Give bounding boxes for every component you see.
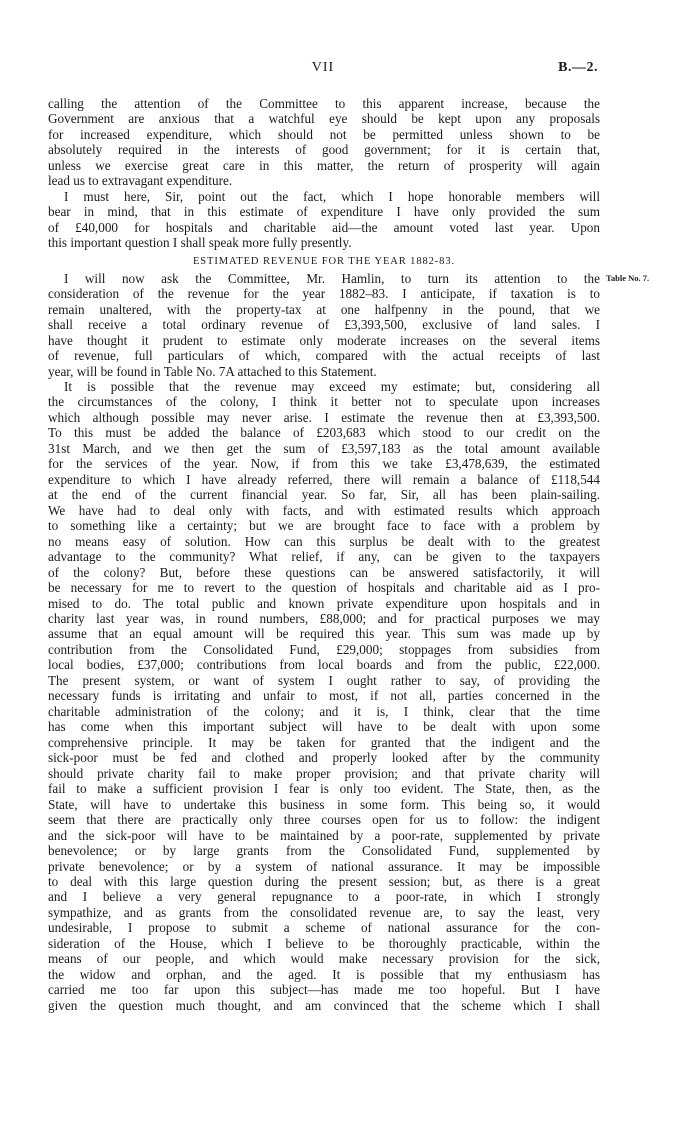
text-line: unless we exercise great care in this matter, the return of prosperity will again [48,157,600,173]
text-line: no means easy of solution. How can this surplus be dealt with to the greatest [48,533,600,549]
text-line: private benevolence; or by a system of national assurance. It may be impossible [48,858,600,874]
text-line: of revenue, full particulars of which, compared with the actual receipts of last [48,348,600,364]
text-line: year, will be found in Table No. 7A attached to this Statement. [48,363,377,379]
text-line: benevolence; or by large grants from the Consolidated Fund, supplemented by [48,843,600,859]
text-line: I will now ask the Committee, Mr. Hamlin, to turn its attention to the [64,270,600,286]
text-line: bear in mind, that in this estimate of expenditure I have only provided the sum [48,204,600,220]
text-line: advantage to the community? What relief, if any, can be given to the taxpayers [48,549,600,565]
text-line: lead us to extravagant expenditure. [48,173,233,189]
text-line: to deal with this large question during the present session; but, as there is a great [48,873,600,889]
text-line: at the end of the current financial year. So far, Sir, all has been plain-sailing. [48,487,600,503]
text-line: of the colony? But, before these questions can be answered satisfactorily, it will [48,564,600,580]
text-line: carried me too far upon this subject—has made me too hopeful. But I have [48,982,600,998]
text-line: contribution from the Consolidated Fund, £29,000; stoppages from subsidies from [48,641,600,657]
text-line: seem that there are practically only three courses open for us to follow: the indigent [48,812,600,828]
text-line: has come when this important subject will have to be dealt with upon some [48,719,600,735]
text-line: to something like a certainty; but we are brought face to face with a problem by [48,518,600,534]
document-reference: B.—2. [558,60,598,75]
margin-note: Table No. 7. [606,273,650,283]
body-text [48,96,600,1013]
text-line: State, will have to undertake this business in some form. This being so, it would [48,796,600,812]
text-line: Government are anxious that a watchful eye should be kept upon any proposals [48,111,600,127]
text-line: of £40,000 for hospitals and charitable aid—the amount voted last year. Upon [48,219,600,235]
text-line: which although possible may never arise. I estimate the revenue then at £3,393,500. [48,409,600,425]
text-line: for the services of the year. Now, if from this we take £3,478,639, the estimated [48,456,600,472]
text-line: sideration of the House, which I believe to be thoroughly practicable, within the [48,935,600,951]
text-line: means of our people, and which would make necessary provision for the sick, [48,951,600,967]
text-line: We have had to deal only with facts, and with estimated results which approach [48,502,600,518]
text-line: sick-poor must be fed and clothed and properly looked after by the community [48,750,600,766]
text-line: remain unaltered, with the property-tax at one halfpenny in the pound, that we [48,301,600,317]
text-line: undesirable, I propose to submit a scheme of national assurance for the con- [48,920,600,936]
text-line: sympathize, and as grants from the consolidated revenue are, to say the least, very [48,904,600,920]
text-line: necessary funds is irritating and unfair to most, if not all, parties concerned in the [48,688,600,704]
text-line: comprehensive principle. It may be taken for granted that the indigent and the [48,734,600,750]
text-line: should private charity fail to make proper provision; and that private charity will [48,765,600,781]
text-line: The present system, or want of system I ought rather to say, of providing the [48,672,600,688]
text-line: have thought it prudent to estimate only moderate increases on the several items [48,332,600,348]
text-line: the circumstances of the colony, I think it better not to speculate upon increases [48,394,600,410]
text-line: be necessary for me to revert to the question of hospitals and charitable aid as I pro- [48,580,600,596]
section-heading: ESTIMATED REVENUE FOR THE YEAR 1882-83. [192,255,455,267]
text-line: charity last year was, in round numbers, £88,000; and for practical purposes we may [48,611,600,626]
text-line: calling the attention of the Committee to this apparent increase, because the [48,96,600,111]
text-line: the widow and orphan, and the aged. It is possible that my enthusiasm has [48,966,600,982]
text-line: assume that an equal amount will be required this year. This sum was made up by [48,626,600,642]
text-line: charitable administration of the colony; and it is, I think, clear that the time [48,703,600,719]
text-line: 31st March, and we then get the sum of £3,597,183 as the total amount available [48,440,600,456]
text-line: To this must be added the balance of £203,683 which stood to our credit on the [48,425,600,441]
text-line: local bodies, £37,000; contributions from local boards and from the public, £22,000. [48,657,600,673]
text-line: expenditure to which I have already referred, there will remain a balance of £118,544 [48,471,600,487]
text-line: and the sick-poor will have to be maintained by a poor-rate, supplemented by private [48,827,600,843]
page-header [48,60,598,80]
text-line: for increased expenditure, which should not be permitted unless shown to be [48,126,600,142]
text-line: and I believe a very general repugnance to a poor-rate, in which I strongly [48,889,600,905]
text-line: shall receive a total ordinary revenue of £3,393,500, exclusive of land sales. I [48,317,600,333]
text-line: consideration of the revenue for the year 1882–83. I anticipate, if taxation is to [48,286,600,302]
text-line: given the question much thought, and am convinced that the scheme which I shall [48,997,600,1013]
text-line: mised to do. The total public and known private expenditure upon hospitals and in [48,595,600,611]
page-number: VII [311,60,335,75]
text-line: I must here, Sir, point out the fact, which I hope honorable members will [64,188,600,204]
text-line: this important question I shall speak more fully presently. [48,235,352,251]
text-line: absolutely required in the interests of good government; for it is certain that, [48,142,600,158]
text-line: It is possible that the revenue may exceed my estimate; but, considering all [64,378,600,394]
text-line: fail to make a sufficient provision I fear is only too evident. The State, then, as the [48,781,600,797]
